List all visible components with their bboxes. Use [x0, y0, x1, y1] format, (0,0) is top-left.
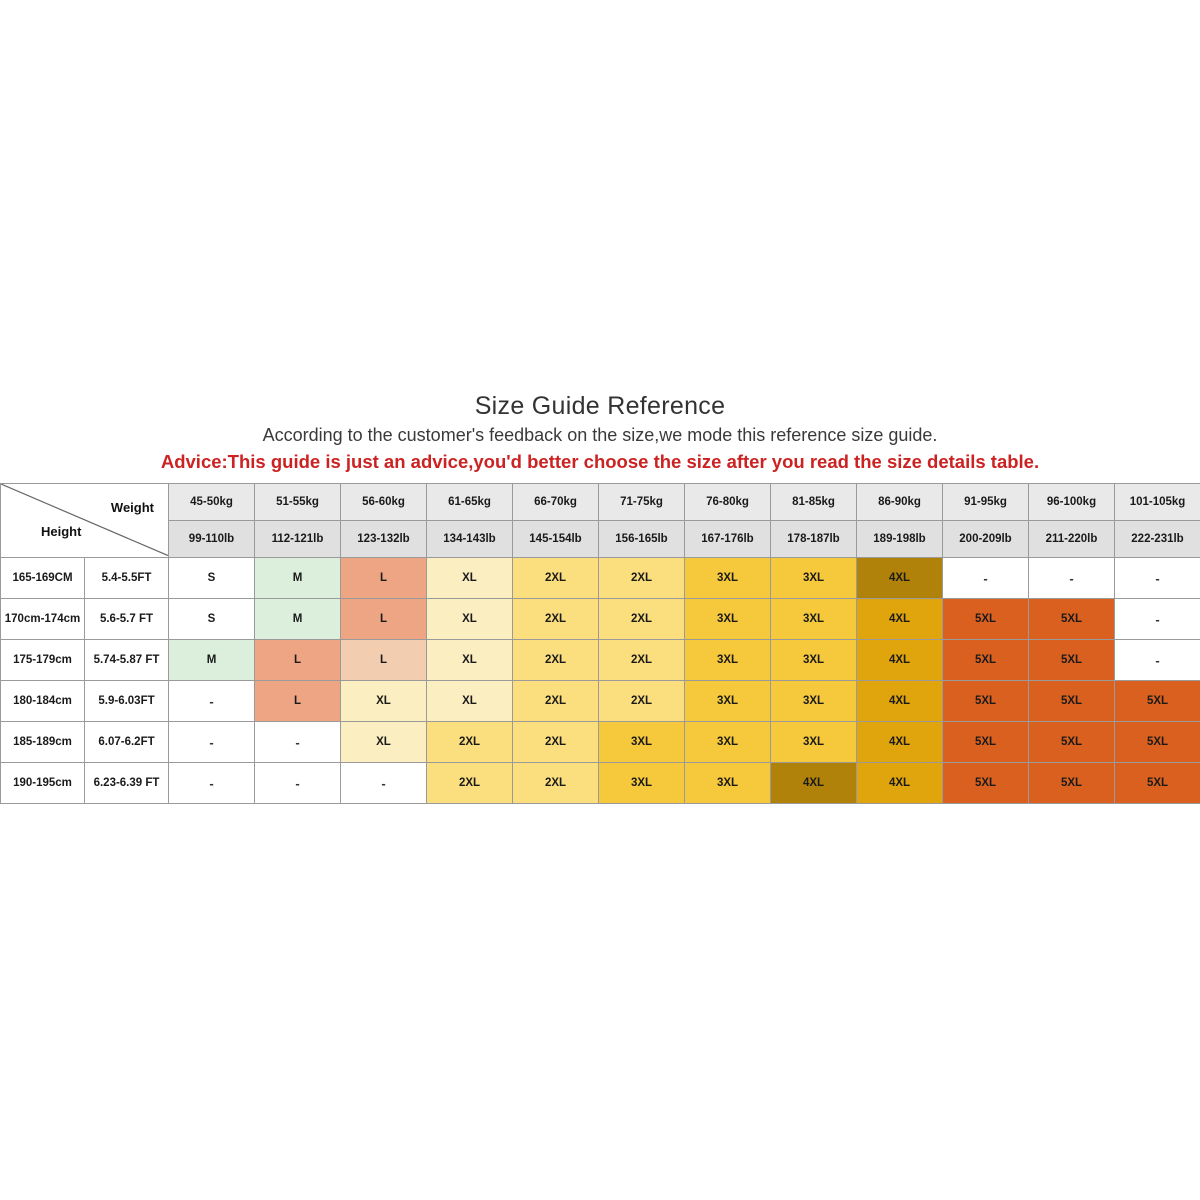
height-label-cm: 165-169CM [1, 558, 85, 599]
weight-header-lb: 112-121lb [255, 521, 341, 558]
size-cell: 3XL [771, 681, 857, 722]
table-row [1, 763, 1200, 804]
weight-header-lb: 200-209lb [943, 521, 1029, 558]
height-label-cm: 170cm-174cm [1, 599, 85, 640]
weight-header-kg: 91-95kg [943, 484, 1029, 521]
size-cell: 3XL [599, 722, 685, 763]
size-cell: 4XL [771, 763, 857, 804]
size-cell: 2XL [513, 681, 599, 722]
size-cell: 3XL [685, 640, 771, 681]
size-cell: XL [427, 640, 513, 681]
size-cell: 5XL [1029, 763, 1115, 804]
size-cell: 5XL [1029, 640, 1115, 681]
size-cell: L [341, 558, 427, 599]
weight-header-lb: 189-198lb [857, 521, 943, 558]
size-cell: L [255, 681, 341, 722]
size-cell-empty: - [1115, 558, 1200, 599]
size-cell: 2XL [599, 640, 685, 681]
size-cell: 5XL [943, 640, 1029, 681]
size-cell-empty: - [1115, 599, 1200, 640]
height-label-ft: 5.9-6.03FT [85, 681, 169, 722]
weight-header-lb: 134-143lb [427, 521, 513, 558]
weight-header-kg: 71-75kg [599, 484, 685, 521]
weight-header-lb: 99-110lb [169, 521, 255, 558]
weight-header-kg: 66-70kg [513, 484, 599, 521]
size-cell: 5XL [943, 599, 1029, 640]
size-cell: 3XL [771, 558, 857, 599]
size-cell: 5XL [943, 681, 1029, 722]
weight-header-kg: 96-100kg [1029, 484, 1115, 521]
advice-text: Advice:This guide is just an advice,you'd better choose the size after you read the size details table. [160, 451, 1040, 472]
titles-block [0, 380, 1200, 483]
height-label-cm: 190-195cm [1, 763, 85, 804]
weight-header-kg: 101-105kg [1115, 484, 1200, 521]
size-cell: 4XL [857, 763, 943, 804]
size-cell: 3XL [685, 763, 771, 804]
weight-header-kg: 51-55kg [255, 484, 341, 521]
size-cell: 4XL [857, 681, 943, 722]
size-cell: 2XL [513, 722, 599, 763]
size-cell-empty: - [341, 763, 427, 804]
size-cell-empty: - [255, 763, 341, 804]
size-cell-empty: - [1029, 558, 1115, 599]
size-cell: 2XL [513, 599, 599, 640]
weight-header-lb: 156-165lb [599, 521, 685, 558]
size-cell: 3XL [685, 599, 771, 640]
height-label-ft: 5.74-5.87 FT [85, 640, 169, 681]
size-cell: 5XL [1115, 681, 1200, 722]
page-title: Size Guide Reference [474, 392, 726, 420]
weight-header-lb: 145-154lb [513, 521, 599, 558]
height-label-cm: 180-184cm [1, 681, 85, 722]
size-cell: 4XL [857, 558, 943, 599]
size-cell: XL [427, 599, 513, 640]
size-cell: 4XL [857, 599, 943, 640]
size-cell: M [255, 599, 341, 640]
table-row [1, 558, 1200, 599]
size-cell: XL [427, 558, 513, 599]
size-cell-empty: - [1115, 640, 1200, 681]
size-cell: 5XL [1115, 722, 1200, 763]
size-cell: 2XL [513, 558, 599, 599]
size-cell: 3XL [771, 599, 857, 640]
size-guide-sheet [0, 380, 1200, 804]
size-cell-empty: - [169, 722, 255, 763]
size-guide-table [0, 483, 1200, 804]
page-subtitle: According to the customer's feedback on the size,we mode this reference size guide. [262, 425, 938, 445]
height-label-ft: 6.23-6.39 FT [85, 763, 169, 804]
weight-header-kg: 81-85kg [771, 484, 857, 521]
table-row [1, 640, 1200, 681]
size-cell: 2XL [599, 681, 685, 722]
weight-header-kg: 56-60kg [341, 484, 427, 521]
size-cell: XL [341, 722, 427, 763]
height-label-ft: 5.6-5.7 FT [85, 599, 169, 640]
weight-header-kg: 76-80kg [685, 484, 771, 521]
size-cell: 5XL [1029, 599, 1115, 640]
weight-header-row-lb [1, 521, 1200, 558]
height-label-cm: 175-179cm [1, 640, 85, 681]
table-row [1, 681, 1200, 722]
size-cell: 2XL [513, 640, 599, 681]
size-cell: 2XL [599, 599, 685, 640]
weight-header-lb: 178-187lb [771, 521, 857, 558]
size-cell-empty: - [255, 722, 341, 763]
diagonal-divider-icon [1, 484, 168, 556]
size-cell: 5XL [943, 722, 1029, 763]
table-row [1, 722, 1200, 763]
weight-header-lb: 167-176lb [685, 521, 771, 558]
size-cell: 3XL [771, 722, 857, 763]
size-cell: 5XL [1029, 681, 1115, 722]
size-cell: 3XL [685, 722, 771, 763]
size-cell: 3XL [599, 763, 685, 804]
size-cell: 5XL [943, 763, 1029, 804]
height-label-ft: 6.07-6.2FT [85, 722, 169, 763]
size-cell: 5XL [1115, 763, 1200, 804]
size-cell: L [255, 640, 341, 681]
weight-header-kg: 61-65kg [427, 484, 513, 521]
size-cell: 4XL [857, 640, 943, 681]
size-cell: L [341, 599, 427, 640]
size-cell: M [169, 640, 255, 681]
weight-header-lb: 222-231lb [1115, 521, 1200, 558]
size-cell: 4XL [857, 722, 943, 763]
table-row [1, 599, 1200, 640]
size-cell: 3XL [771, 640, 857, 681]
size-cell: S [169, 599, 255, 640]
weight-header-lb: 123-132lb [341, 521, 427, 558]
height-label-ft: 5.4-5.5FT [85, 558, 169, 599]
size-cell: 3XL [685, 681, 771, 722]
weight-header-lb: 211-220lb [1029, 521, 1115, 558]
size-cell: 2XL [427, 763, 513, 804]
height-axis-label: Height [41, 524, 82, 539]
height-label-cm: 185-189cm [1, 722, 85, 763]
size-cell: 2XL [599, 558, 685, 599]
size-cell: S [169, 558, 255, 599]
corner-axis-cell [1, 484, 169, 558]
size-cell: 2XL [513, 763, 599, 804]
size-cell: L [341, 640, 427, 681]
size-cell: M [255, 558, 341, 599]
size-cell-empty: - [169, 763, 255, 804]
size-cell: XL [341, 681, 427, 722]
size-cell: 3XL [685, 558, 771, 599]
size-cell: XL [427, 681, 513, 722]
weight-header-row-kg [1, 484, 1200, 521]
weight-axis-label: Weight [110, 500, 154, 515]
size-cell: 5XL [1029, 722, 1115, 763]
weight-header-kg: 45-50kg [169, 484, 255, 521]
size-cell-empty: - [169, 681, 255, 722]
weight-header-kg: 86-90kg [857, 484, 943, 521]
size-cell: 2XL [427, 722, 513, 763]
size-cell-empty: - [943, 558, 1029, 599]
